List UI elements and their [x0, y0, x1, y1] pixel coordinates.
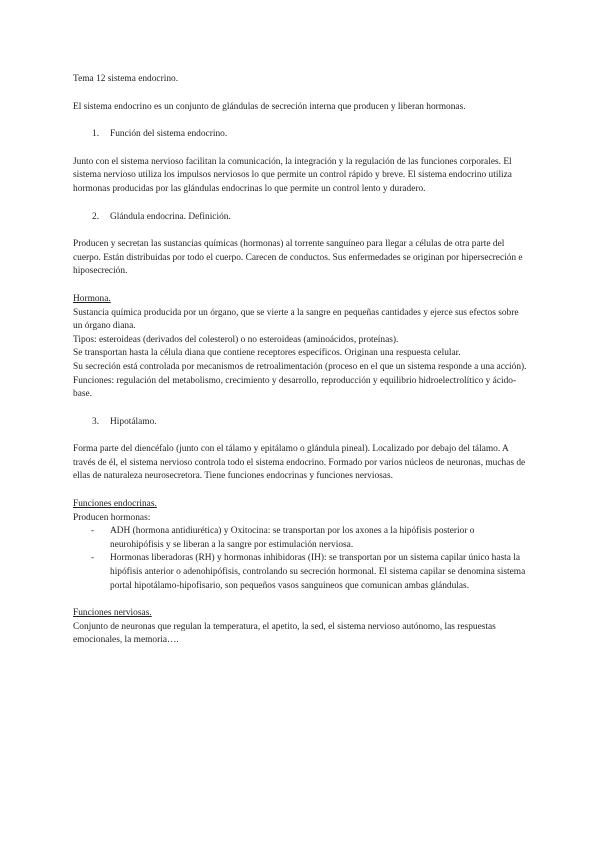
list-item-text: Hormonas liberadoras (RH) y hormonas inhibidoras (IH): se transportan por un sistema capilar único hasta la hipófisis anterior o adenohipófisis, controlando su secreción hormonal. El sistema capilar se denomina sistema portal hipotálamo-hipofisario, son pequeños vasos sanguíneos que comunican ambas glándulas. [110, 553, 526, 591]
section-2-number: 2. [92, 211, 100, 222]
funciones-endocrinas-heading: Funciones endocrinas. [73, 499, 157, 510]
section-2-paragraph: Producen y secretan las sustancias químicas (hormonas) al torrente sanguíneo para llegar a células de otra parte del cuerpo. Están distribuidas por todo el cuerpo. Carecen de conductos. Sus enfermedades se originan por hipersecreción e hiposecreción. [73, 239, 523, 277]
funciones-endocrinas-list [73, 525, 529, 593]
section-1-number: 1. [92, 129, 100, 140]
section-3-number: 3. [92, 416, 100, 427]
hormona-line: Se transportan hasta la célula diana que contiene receptores específicos. Originan una respuesta celular. [73, 348, 461, 359]
document-page [73, 73, 529, 648]
document-title: Tema 12 sistema endocrino. [73, 74, 179, 84]
section-2-heading [73, 211, 529, 225]
dash-bullet: - [91, 526, 95, 537]
dash-bullet: - [91, 553, 95, 564]
funciones-nerviosas-paragraph: Conjunto de neuronas que regulan la temperatura, el apetito, la sed, el sistema nervioso autónomo, las respuestas emocionales, la memoria…. [73, 621, 496, 646]
funciones-nerviosas-heading: Funciones nerviosas. [73, 608, 152, 619]
funciones-endocrinas-lead: Producen hormonas: [73, 512, 151, 523]
section-3-title: Hipotálamo. [110, 416, 157, 427]
hormona-line: Tipos: esteroideas (derivados del colesterol) o no esteroideas (aminoácidos, proteínas). [73, 334, 399, 345]
section-1-heading [73, 128, 529, 142]
hormona-line: Su secreción está controlada por mecanismos de retroalimentación (proceso en el que un sistema responde a una acción). [73, 361, 527, 372]
section-3-paragraph: Forma parte del diencéfalo (junto con el tálamo y epitálamo o glándula pineal). Localizado por debajo del tálamo. A través de él, el sistema nervioso controla todo el sistema endocrino. Formado por varios núcleos de neuronas, muchas de ellas de naturaleza neurosecretora. Tiene funciones endocrinas y funciones nerviosas. [73, 444, 526, 482]
hormona-heading: Hormona. [73, 293, 111, 304]
section-1-title: Función del sistema endocrino. [110, 129, 228, 140]
section-1-paragraph: Junto con el sistema nervioso facilitan la comunicación, la integración y la regulación de las funciones corporales. El sistema nervioso utiliza los impulsos nerviosos lo que permite un control rápido y breve. El sistema endocrino utiliza hormonas producidas por las glándulas endocrinas lo que permite un control lento y duradero. [73, 156, 512, 194]
hormona-line: Sustancia química producida por un órgano, que se vierte a la sangre en pequeñas cantidades y ejerce sus efectos sobre un órgano diana. [73, 307, 519, 332]
section-3-heading [73, 416, 529, 430]
list-item [91, 552, 529, 593]
hormona-line: Funciones: regulación del metabolismo, crecimiento y desarrollo, reproducción y equilibrio hidroelectrolítico y ácido-base. [73, 375, 517, 400]
intro-paragraph: El sistema endocrino es un conjunto de glándulas de secreción interna que producen y liberan hormonas. [73, 101, 466, 112]
list-item [91, 525, 529, 552]
list-item-text: ADH (hormona antidiurética) y Oxitocina: se transportan por los axones a la hipófisis posterior o neurohipófisis y se liberan a la sangre por estimulación nerviosa. [110, 526, 475, 550]
section-2-title: Glándula endocrina. Definición. [110, 211, 231, 222]
